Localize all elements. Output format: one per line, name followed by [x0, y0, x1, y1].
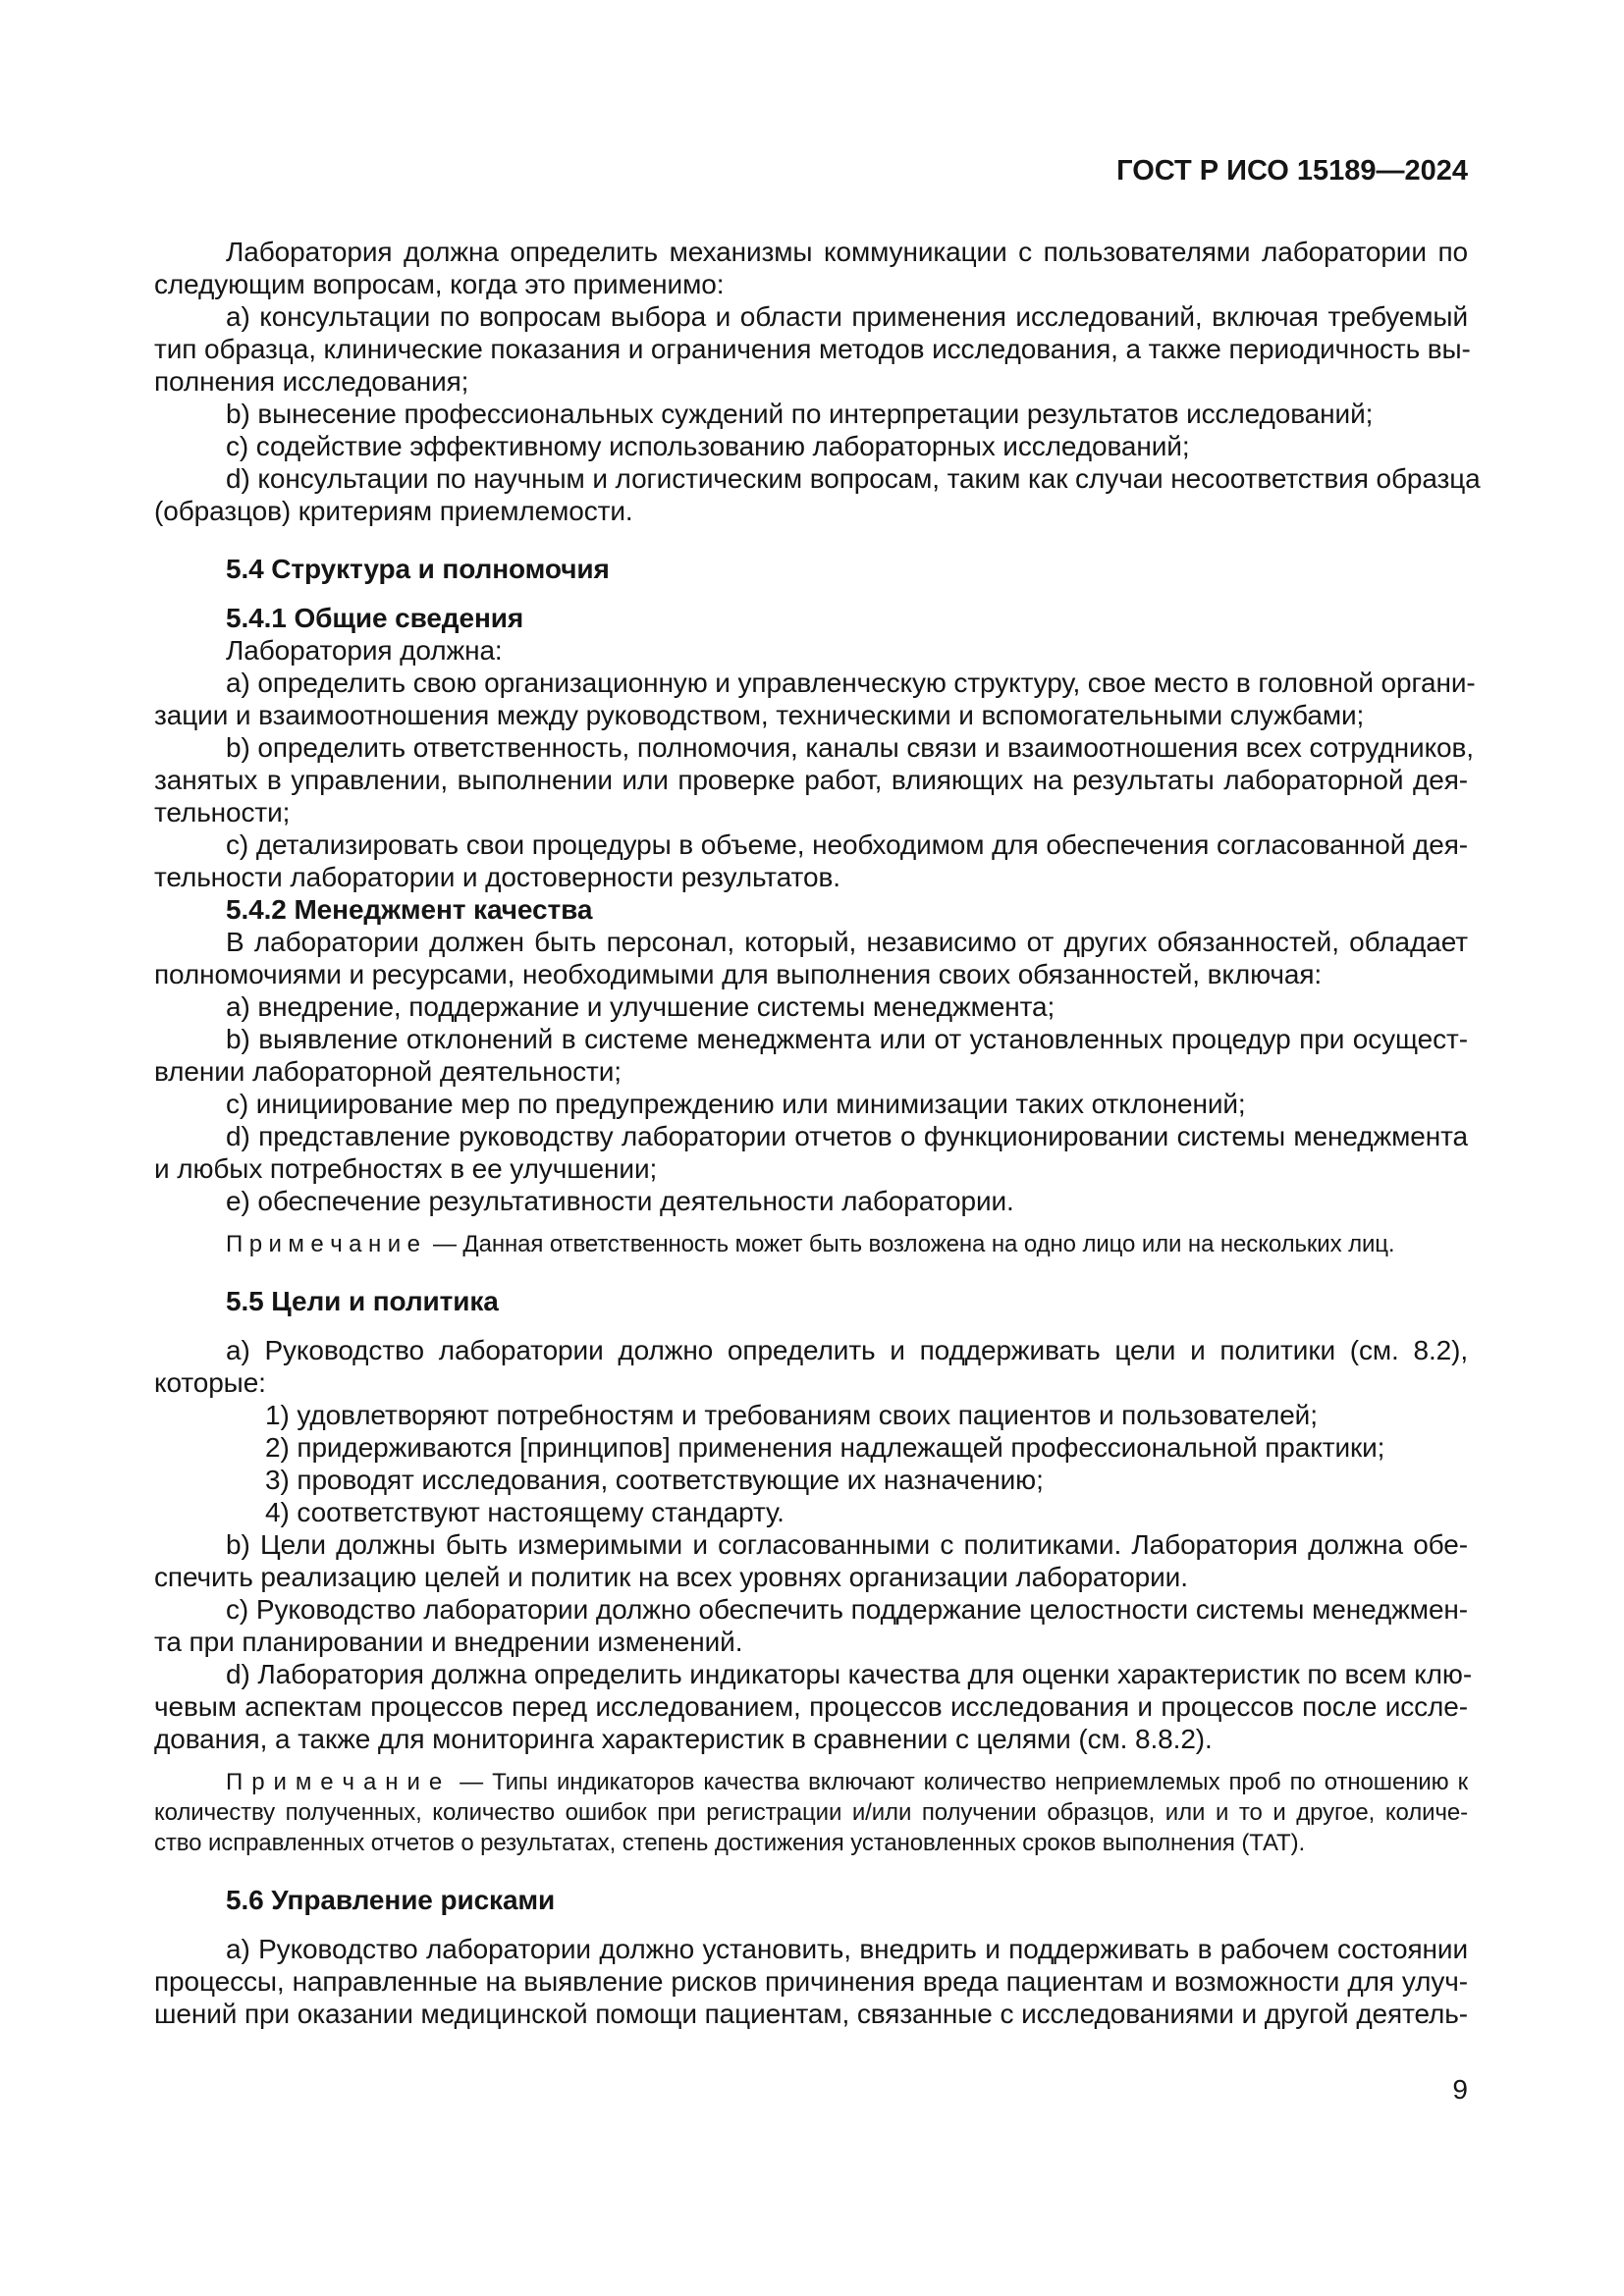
paragraph-item-a — [154, 667, 1476, 731]
paragraph-item-c — [154, 1593, 1468, 1658]
list-item-3 — [154, 1464, 1468, 1496]
paragraph-item-a — [154, 300, 1471, 398]
paragraph-item-c — [154, 430, 1468, 462]
section-heading-5-5: 5.5 Цели и политика — [226, 1286, 499, 1316]
note — [154, 1229, 1468, 1259]
paragraph-item-a — [154, 1933, 1468, 2030]
paragraph-item-e — [154, 1185, 1468, 1217]
section-heading-5-6: 5.6 Управление рисками — [226, 1885, 556, 1915]
text-line: a) Руководство лаборатории должно определить и поддерживать цели и политики (см. 8.2), — [226, 1335, 1468, 1365]
text-line: занятых в управлении, выполнении или проверке работ, влияющих на результаты лабораторной дея- — [154, 765, 1468, 795]
text-line: d) Лаборатория должна определить индикаторы качества для оценки характеристик по всем клю- — [226, 1659, 1473, 1689]
text-line: тип образца, клинические показания и ограничения методов исследования, а также периодичность вы- — [154, 334, 1471, 364]
text-line: (образцов) критериям приемлемости. — [154, 496, 633, 526]
text-line: 2) придерживаются [принципов] применения надлежащей профессиональной практики; — [265, 1432, 1385, 1463]
text-line: 3) проводят исследования, соответствующие их назначению; — [265, 1465, 1044, 1495]
subsection-heading-5-4-2: 5.4.2 Менеджмент качества — [226, 894, 593, 925]
text-line: та при планировании и внедрении изменений. — [154, 1627, 743, 1657]
paragraph-item-b — [154, 1528, 1468, 1593]
text-line: d) консультации по научным и логистическим вопросам, таким как случаи несоответствия образца — [226, 463, 1481, 494]
text-line: a) внедрение, поддержание и улучшение системы менеджмента; — [226, 991, 1056, 1022]
text-line: которые: — [154, 1367, 266, 1398]
text-line: e) обеспечение результативности деятельности лаборатории. — [226, 1186, 1014, 1216]
text-line: влении лабораторной деятельности; — [154, 1056, 622, 1087]
text-line: a) Руководство лаборатории должно установить, внедрить и поддерживать в рабочем состоянии — [226, 1934, 1468, 1964]
list-item-1 — [154, 1399, 1468, 1431]
paragraph-item-c — [154, 1088, 1468, 1120]
text-line: спечить реализацию целей и политик на всех уровнях организации лаборатории. — [154, 1562, 1188, 1592]
paragraph-item-d — [154, 462, 1481, 527]
list-item-4 — [154, 1496, 1468, 1528]
text-line: b) определить ответственность, полномочия, каналы связи и взаимоотношения всех сотрудников, — [226, 732, 1474, 763]
section-heading-5-4: 5.4 Структура и полномочия — [226, 554, 610, 584]
text-line: b) Цели должны быть измеримыми и согласованными с политиками. Лаборатория должна обе- — [226, 1529, 1468, 1560]
text-line: c) Руководство лаборатории должно обеспечить поддержание целостности системы менеджмен- — [226, 1594, 1468, 1625]
text-line: Лаборатория должна определить механизмы коммуникации с пользователями лаборатории по — [226, 237, 1468, 267]
paragraph-item-d — [154, 1658, 1473, 1755]
note-line: П р и м е ч а н и е — Типы индикаторов качества включают количество неприемлемых проб по отношению к — [226, 1769, 1468, 1795]
paragraph-item-d — [154, 1120, 1468, 1185]
text-line: c) содействие эффективному использованию лабораторных исследований; — [226, 431, 1190, 461]
text-line: c) инициирование мер по предупреждению или минимизации таких отклонений; — [226, 1089, 1246, 1119]
list-item-2 — [154, 1431, 1468, 1464]
text-line: следующим вопросам, когда это применимо: — [154, 269, 725, 299]
paragraph — [154, 236, 1468, 300]
text-line: чевым аспектам процессов перед исследованием, процессов исследования и процессов после иссле- — [154, 1691, 1468, 1722]
text-line: полномочиями и ресурсами, необходимыми для выполнения своих обязанностей, включая: — [154, 959, 1323, 989]
text-line: тельности; — [154, 797, 291, 828]
paragraph-item-b — [154, 1023, 1468, 1088]
note-line: количеству полученных, количество ошибок при регистрации и/или получении образцов, или и то и другое, количе- — [154, 1799, 1468, 1826]
text-line: Лаборатория должна: — [226, 635, 503, 666]
text-line: a) определить свою организационную и управленческую структуру, свое место в головной органи- — [226, 667, 1476, 698]
document-body — [154, 236, 1481, 2030]
document-header — [154, 155, 1468, 187]
text-line: процессы, направленные на выявление рисков причинения вреда пациентам и возможности для улуч- — [154, 1966, 1468, 1997]
text-line: В лаборатории должен быть персонал, который, независимо от других обязанностей, обладает — [226, 927, 1468, 957]
text-line: дования, а также для мониторинга характеристик в сравнении с целями (см. 8.8.2). — [154, 1724, 1213, 1754]
text-line: c) детализировать свои процедуры в объеме, необходимом для обеспечения согласованной дея- — [226, 829, 1468, 860]
text-line: 4) соответствуют настоящему стандарту. — [265, 1497, 785, 1527]
page-number: 9 — [1452, 2074, 1468, 2105]
paragraph-item-c — [154, 828, 1468, 893]
paragraph-item-b — [154, 398, 1468, 430]
note-line: П р и м е ч а н и е — Данная ответственность может быть возложена на одно лицо или на нескольких лиц. — [226, 1231, 1395, 1257]
text-line: полнения исследования; — [154, 366, 469, 397]
standard-designation: ГОСТ Р ИСО 15189—2024 — [1116, 155, 1468, 187]
subsection-heading-5-4-1: 5.4.1 Общие сведения — [226, 603, 524, 633]
note-line: ство исправленных отчетов о результатах, степень достижения установленных сроков выполнения (ТАТ). — [154, 1830, 1306, 1856]
text-line: тельности лаборатории и достоверности результатов. — [154, 862, 840, 892]
paragraph-item-b — [154, 731, 1474, 828]
paragraph — [154, 634, 1468, 667]
text-line: и любых потребностях в ее улучшении; — [154, 1153, 658, 1184]
note — [154, 1767, 1468, 1858]
text-line: b) вынесение профессиональных суждений по интерпретации результатов исследований; — [226, 399, 1374, 429]
text-line: b) выявление отклонений в системе менеджмента или от установленных процедур при осущест- — [226, 1024, 1468, 1054]
paragraph-item-a — [154, 1334, 1468, 1399]
text-line: 1) удовлетворяют потребностям и требованиям своих пациентов и пользователей; — [265, 1400, 1318, 1430]
paragraph — [154, 926, 1468, 990]
text-line: a) консультации по вопросам выбора и области применения исследований, включая требуемый — [226, 301, 1468, 332]
text-line: зации и взаимоотношения между руководством, техническими и вспомогательными службами; — [154, 700, 1365, 730]
paragraph-item-a — [154, 990, 1468, 1023]
text-line: d) представление руководству лаборатории отчетов о функционировании системы менеджмента — [226, 1121, 1468, 1151]
text-line: шений при оказании медицинской помощи пациентам, связанные с исследованиями и другой деятель- — [154, 1999, 1468, 2029]
